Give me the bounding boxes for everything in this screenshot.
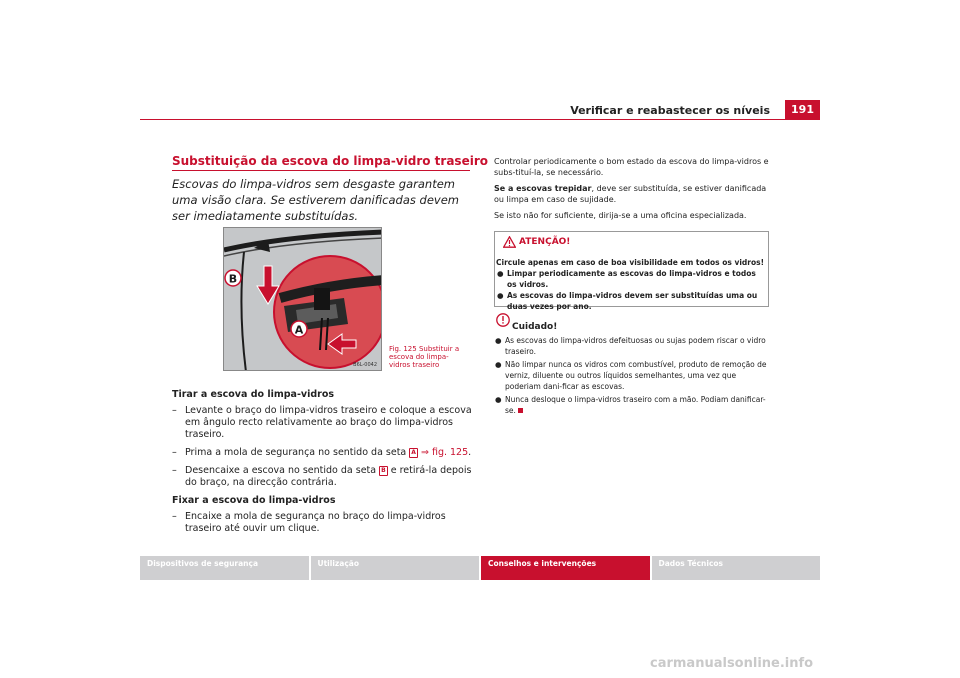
warning-box: [494, 231, 769, 311]
chapter-navigation: [140, 556, 820, 580]
fit-step-1: [172, 511, 472, 535]
footer-tab-technical-data[interactable]: Dados Técnicos: [652, 556, 821, 580]
paragraph-check: Controlar periodicamente o bom estado da escova do limpa-vidros e subs-tituí-la, se necessário.: [494, 157, 769, 177]
callout-a: A: [294, 323, 304, 337]
remove-step-2: [172, 447, 472, 459]
caution-bullet-2: [494, 359, 769, 392]
warning-body: [496, 257, 768, 312]
figure-reference-link[interactable]: ⇒ fig. 125: [420, 447, 469, 458]
section-intro: Escovas do limpa-vidros sem desgaste garantem uma visão clara. Se estiverem danificadas devem ser imediatamente substituídas.: [172, 177, 460, 223]
remove-step-3-rest: e retirá-la depois do braço, na direcção contrária.: [185, 465, 472, 488]
arrow-key-a: A: [411, 448, 416, 456]
header-rule: [140, 119, 820, 120]
bullet-dot: ●: [495, 336, 502, 345]
warning-line: Circule apenas em caso de boa visibilidade em todos os vidros!: [496, 258, 765, 267]
figure-caption: Fig. 125 Substituir a escova do limpa-vidros traseiro: [389, 345, 460, 369]
running-header-title: Verificar e reabastecer os níveis: [570, 104, 770, 117]
dash-marker: –: [172, 465, 177, 476]
remove-step-1-text: Levante o braço do limpa-vidros traseiro e coloque a escova em ângulo recto relativamente ao braço do limpa-vidros traseiro.: [185, 405, 472, 440]
caution-icon: [496, 313, 510, 327]
dash-marker: –: [172, 511, 177, 522]
watermark: carmanualsonline.info: [650, 656, 814, 671]
bullet-dot: ●: [495, 395, 502, 404]
section-end-marker: [518, 408, 523, 413]
remove-step-3-text: Desencaixe a escova no sentido da seta: [185, 465, 377, 476]
warning-header: [495, 232, 768, 253]
caution-bullet-2-text: Não limpar nunca os vidros com combustível, produto de remoção de verniz, diluente ou outros líquidos semelhantes, uma vez que poderiam dani-ficar as escovas.: [505, 360, 767, 391]
figure-code: B6L-0042: [353, 362, 377, 368]
right-column-text: [494, 156, 769, 226]
remove-step-2-text: Prima a mola de segurança no sentido da seta: [185, 447, 407, 458]
paragraph-workshop: Se isto não for suficiente, dirija-se a uma oficina especializada.: [494, 211, 747, 220]
paragraph-replace-bold: Se a escovas trepidar: [494, 184, 592, 193]
figure-callouts: [224, 228, 382, 371]
remove-heading: Tirar a escova do limpa-vidros: [172, 389, 335, 400]
caution-bullet-3: [494, 394, 769, 416]
dash-marker: –: [172, 405, 177, 416]
remove-step-2-end: .: [468, 447, 472, 458]
wiper-figure: [223, 227, 382, 371]
paragraph-replace-rest: , deve ser substituída, se estiver danificada ou limpa em caso de sujidade.: [494, 184, 767, 204]
fit-heading: Fixar a escova do limpa-vidros: [172, 495, 336, 506]
bullet-dot: ●: [497, 269, 504, 278]
warning-bullet-2-text: As escovas do limpa-vidros devem ser substituídas uma ou duas vezes por ano.: [507, 291, 758, 311]
warning-triangle-icon: [503, 236, 516, 248]
section-title-rule: [172, 170, 470, 171]
bullet-dot: ●: [497, 291, 504, 300]
remove-step-1: [172, 405, 472, 441]
warning-bullet-1: [496, 268, 768, 290]
footer-tab-advice[interactable]: Conselhos e intervenções: [481, 556, 650, 580]
caution-bullet-1: [494, 335, 769, 357]
procedure-text: [172, 389, 472, 541]
caution-bullet-1-text: As escovas do limpa-vidros defeituosas ou sujas podem riscar o vidro traseiro.: [505, 336, 766, 356]
paragraph-replace: [494, 183, 769, 205]
footer-tab-safety[interactable]: Dispositivos de segurança: [140, 556, 309, 580]
footer-tab-operation[interactable]: Utilização: [311, 556, 480, 580]
caution-body: [494, 335, 769, 418]
warning-bullet-1-text: Limpar periodicamente as escovas do limpa-vidros e todos os vidros.: [507, 269, 756, 289]
warning-title: ATENÇÃO!: [519, 237, 571, 247]
bullet-dot: ●: [495, 360, 502, 369]
dash-marker: –: [172, 447, 177, 458]
warning-bullet-2: [496, 290, 768, 312]
page-number: 191: [785, 100, 820, 119]
fit-step-1-text: Encaixe a mola de segurança no braço do limpa-vidros traseiro até ouvir um clique.: [185, 511, 446, 534]
callout-b: B: [228, 272, 238, 286]
section-title: Substituição da escova do limpa-vidro traseiro: [172, 154, 488, 168]
caution-bullet-3-text: Nunca desloque o limpa-vidros traseiro com a mão. Podiam danificar-se.: [505, 395, 766, 415]
arrow-key-b: B: [381, 466, 386, 474]
remove-step-3: [172, 465, 472, 489]
caution-title: Cuidado!: [512, 322, 558, 332]
